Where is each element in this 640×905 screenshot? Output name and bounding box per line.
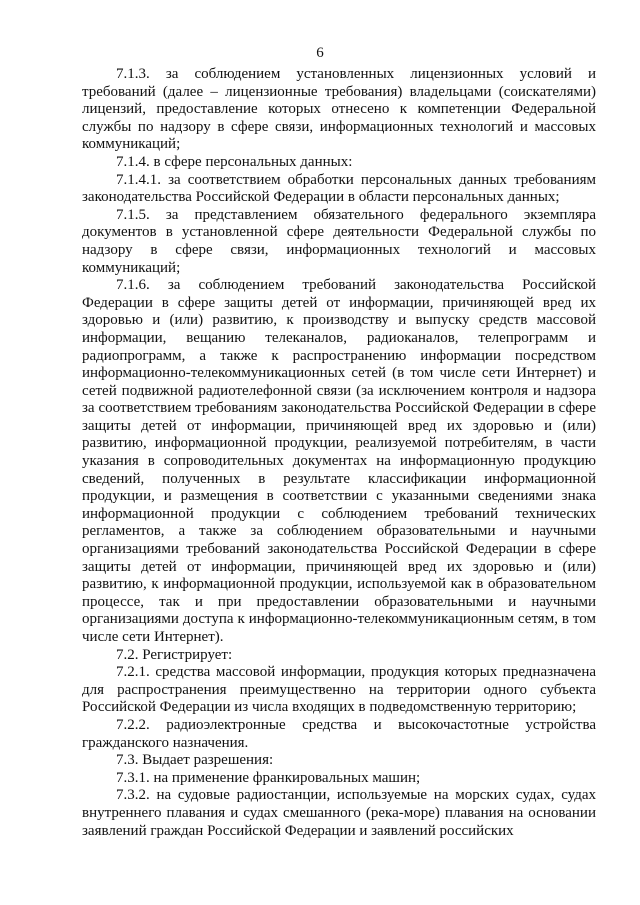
document-body [82,66,596,840]
paragraph-7-2-1: 7.2.1. средства массовой информации, продукция которых предназначена для распространения преимущественно на территории одного субъекта Российской Федерации из числа входящих в подведомственную территорию; [82,664,596,716]
paragraph-7-3: 7.3. Выдает разрешения: [116,752,274,769]
paragraph-7-3-1: 7.3.1. на применение франкировальных машин; [116,769,421,786]
paragraph-7-1-3: 7.1.3. за соблюдением установленных лицензионных условий и требований (далее – лицензионные требования) владельцами (соискателями) лицензий, предоставление которых отнесено к компетенции Федеральной службы по надзору в сфере связи, информационных технологий и массовых коммуникаций; [82,66,596,153]
paragraph-7-1-4: 7.1.4. в сфере персональных данных: [116,153,353,170]
paragraph-7-1-5: 7.1.5. за представлением обязательного федерального экземпляра документов в установленной сфере деятельности Федеральной службы по надзору в сфере связи, информационных технологий и массовых коммуникаций; [82,206,596,276]
paragraph-7-2-2: 7.2.2. радиоэлектронные средства и высокочастотные устройства гражданского назначения. [82,716,596,751]
paragraph-7-1-6: 7.1.6. за соблюдением требований законодательства Российской Федерации в сфере защиты детей от информации, причиняющей вред их здоровью и (или) развитию, к производству и выпуску средств массовой информации, вещанию телеканалов, радиоканалов, телепрограмм и радиопрограмм, а также к распространению информации посредством информационно-телекоммуникационных сетей (в том числе сети Интернет) и сетей подвижной радиотелефонной связи (за исключением контроля и надзора за соответствием требованиям законодательства Российской Федерации в сфере защиты детей от информации, причиняющей вред их здоровью и (или) развитию, информационной продукции, реализуемой потребителям, в части указания в сопроводительных документах на информационную продукцию сведений, полученных в результате классификации информационной продукции, и размещения в соответствии с указанными сведениями знака информационной продукции с соблюдением требований технических регламентов, а также за соблюдением образовательными и научными организациями требований законодательства Российской Федерации в сфере защиты детей от информации, причиняющей вред их здоровью и (или) развитию, к информационной продукции, используемой как в образовательном процессе, так и при предоставлении образовательными и научными организациями доступа к информационно-телекоммуникационным сетям, в том числе сети Интернет). [82,277,596,645]
paragraph-7-2: 7.2. Регистрирует: [116,646,233,663]
paragraph-7-1-4-1: 7.1.4.1. за соответствием обработки персональных данных требованиям законодательства Российской Федерации в области персональных данных; [82,171,596,206]
paragraph-7-3-2: 7.3.2. на судовые радиостанции, используемые на морских судах, судах внутреннего плавания и судах смешанного (река-море) плавания на основании заявлений граждан Российской Федерации и заявлений российских [82,787,596,839]
page-number: 6 [316,45,324,61]
